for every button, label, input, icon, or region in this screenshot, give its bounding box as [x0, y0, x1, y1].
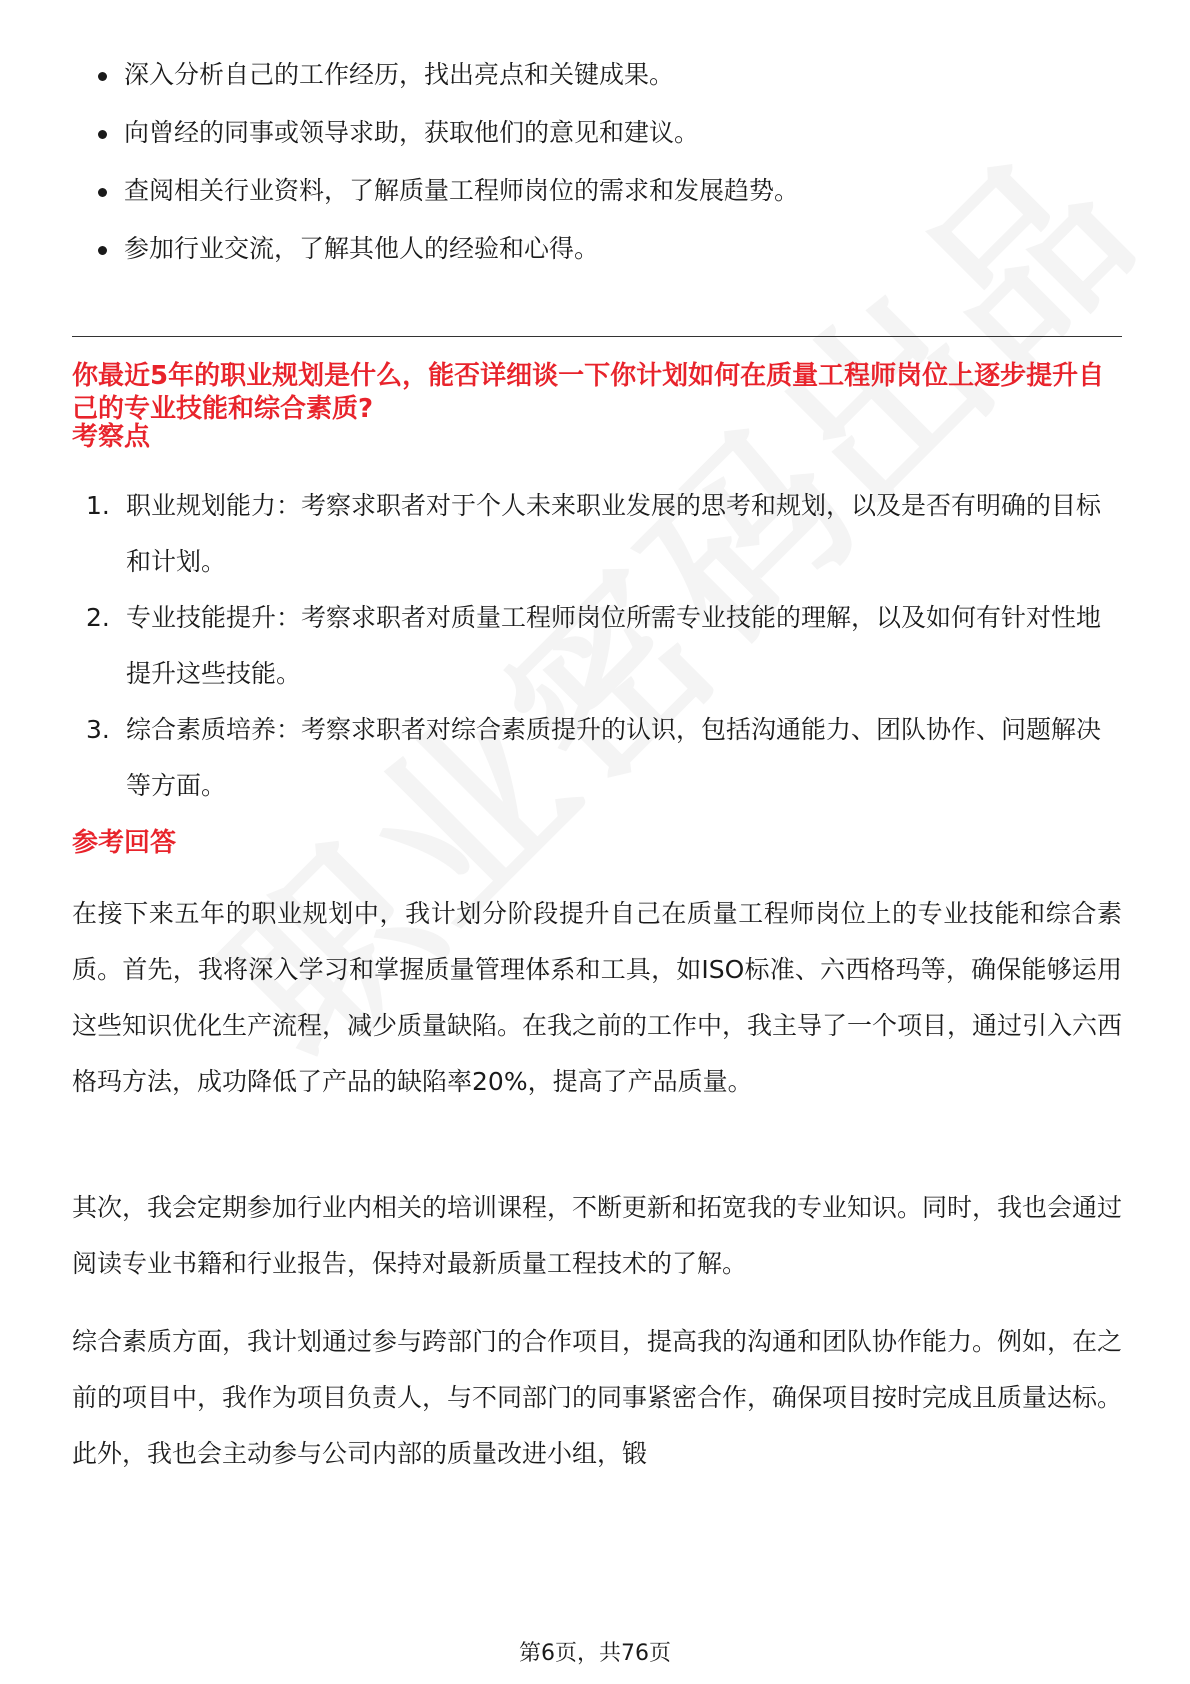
list-item: 参加行业交流，了解其他人的经验和心得。: [72, 232, 1122, 266]
tips-bullet-list: [72, 58, 1122, 290]
bullet-icon: [98, 130, 107, 139]
section-divider: [72, 336, 1122, 337]
list-item: 2. 专业技能提升：考察求职者对质量工程师岗位所需专业技能的理解，以及如何有针对性地提升这些技能。: [86, 603, 1102, 688]
answer-paragraph: 在接下来五年的职业规划中，我计划分阶段提升自己在质量工程师岗位上的专业技能和综合素质。首先，我将深入学习和掌握质量管理体系和工具，如ISO标准、六西格玛等，确保能够运用这些知识优化生产流程，减少质量缺陷。在我之前的工作中，我主导了一个项目，通过引入六西格玛方法，成功降低了产品的缺陷率20%，提高了产品质量。: [72, 899, 1123, 1096]
bullet-icon: [98, 246, 107, 255]
interview-question: 你最近5年的职业规划是什么，能否详细谈一下你计划如何在质量工程师岗位上逐步提升自己的专业技能和综合素质?: [72, 361, 1105, 424]
bullet-icon: [98, 72, 107, 81]
list-item: 1. 职业规划能力：考察求职者对于个人未来职业发展的思考和规划，以及是否有明确的目标和计划。: [86, 491, 1102, 576]
list-item: 查阅相关行业资料，了解质量工程师岗位的需求和发展趋势。: [72, 174, 1122, 208]
list-item: 深入分析自己的工作经历，找出亮点和关键成果。: [72, 58, 1122, 92]
reference-answer-title: 参考回答: [72, 828, 177, 858]
answer-paragraph: 其次，我会定期参加行业内相关的培训课程，不断更新和拓宽我的专业知识。同时，我也会通过阅读专业书籍和行业报告，保持对最新质量工程技术的了解。: [72, 1193, 1123, 1278]
list-item: 向曾经的同事或领导求助，获取他们的意见和建议。: [72, 116, 1122, 150]
page-number: 第6页，共76页: [519, 1641, 671, 1666]
list-item: 3. 综合素质培养：考察求职者对综合素质提升的认识，包括沟通能力、团队协作、问题解决等方面。: [86, 715, 1102, 800]
bullet-icon: [98, 188, 107, 197]
exam-points-title: 考察点: [72, 422, 151, 452]
exam-points-list: [72, 478, 1122, 814]
answer-paragraph: 综合素质方面，我计划通过参与跨部门的合作项目，提高我的沟通和团队协作能力。例如，在之前的项目中，我作为项目负责人，与不同部门的同事紧密合作，确保项目按时完成且质量达标。此外，我也会主动参与公司内部的质量改进小组，锻: [72, 1327, 1123, 1468]
